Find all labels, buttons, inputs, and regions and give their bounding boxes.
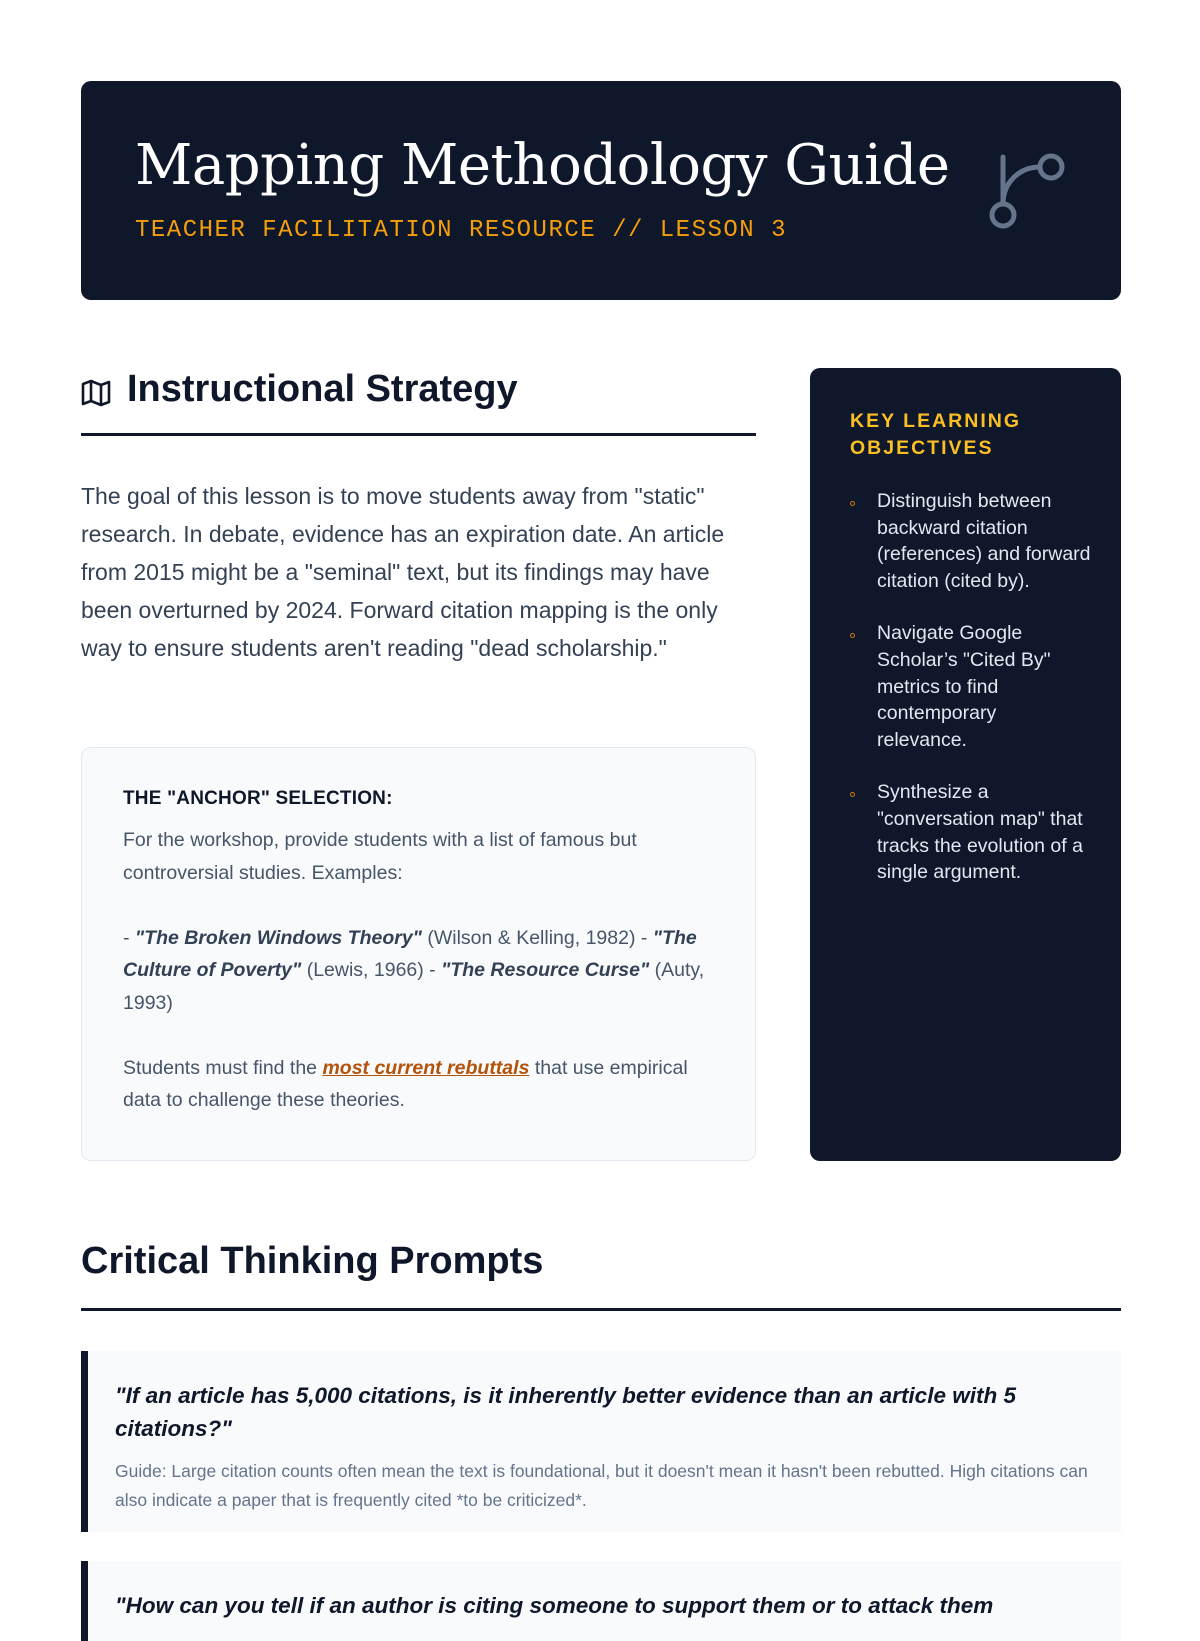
critical-heading: Critical Thinking Prompts <box>81 1240 544 1282</box>
git-branch-icon <box>989 153 1065 229</box>
example-title: "The Culture of Poverty" <box>123 926 697 981</box>
objective-item <box>850 620 1091 753</box>
objective-text: Synthesize a "conversation map" that tracks the evolution of a single argument. <box>877 781 1083 884</box>
closing-text: that use empirical data to challenge these theories. <box>123 1056 688 1111</box>
highlight-rebuttals: most current rebuttals <box>322 1056 530 1079</box>
bullet-icon <box>850 501 855 506</box>
anchor-lead: For the workshop, provide students with a list of famous but controversial studies. Examples: <box>123 829 637 884</box>
bullet-icon <box>850 633 855 638</box>
strategy-header <box>81 368 756 436</box>
prompt-card <box>81 1351 1121 1532</box>
prompt-question: "If an article has 5,000 citations, is it inherently better evidence than an article with 5 citations?" <box>115 1383 1016 1441</box>
prompt-guide: Guide: Large citation counts often mean the text is foundational, but it doesn't mean it hasn't been rebutted. High citations can also indicate a paper that is frequently cited *to be criticized*. <box>115 1461 1088 1510</box>
anchor-title: THE "ANCHOR" SELECTION: <box>123 788 393 809</box>
bullet-icon <box>850 792 855 797</box>
example-citation: (Auty, 1993) <box>123 959 705 1014</box>
page-title: Mapping Methodology Guide <box>135 133 950 198</box>
anchor-selection-box <box>81 747 756 1161</box>
objectives-heading: KEY LEARNING OBJECTIVES <box>850 410 1021 459</box>
prompt-question: "How can you tell if an author is citing someone to support them or to attack them <box>115 1593 994 1618</box>
objective-text: Distinguish between backward citation (references) and forward citation (cited by). <box>877 490 1091 592</box>
objective-item <box>850 779 1091 885</box>
objective-item <box>850 488 1091 594</box>
objective-text: Navigate Google Scholar’s "Cited By" metrics to find contemporary relevance. <box>877 622 1051 751</box>
objectives-card <box>810 368 1121 1161</box>
example-prefix: - <box>123 926 135 949</box>
objectives-list <box>850 488 1091 886</box>
closing-text: Students must find the <box>123 1056 323 1079</box>
critical-header <box>81 1240 1121 1311</box>
map-icon <box>81 378 111 408</box>
strategy-heading: Instructional Strategy <box>127 368 518 410</box>
anchor-body <box>123 824 715 1117</box>
example-citation: (Wilson & Kelling, 1982) - <box>421 926 653 949</box>
example-title: "The Resource Curse" <box>441 959 650 981</box>
example-citation: (Lewis, 1966) - <box>301 959 442 981</box>
example-title: "The Broken Windows Theory" <box>134 926 422 949</box>
prompt-card <box>81 1561 1121 1641</box>
strategy-intro: The goal of this lesson is to move students away from "static" research. In debate, evidence has an expiration date. An article from 2015 might be a "seminal" text, but its findings may have been overturned by 2024. Forward citation mapping is the only way to ensure students aren't reading "dead scholarship." <box>81 483 725 661</box>
page-subtitle: TEACHER FACILITATION RESOURCE // LESSON 3 <box>135 217 787 244</box>
header-banner <box>81 81 1121 300</box>
